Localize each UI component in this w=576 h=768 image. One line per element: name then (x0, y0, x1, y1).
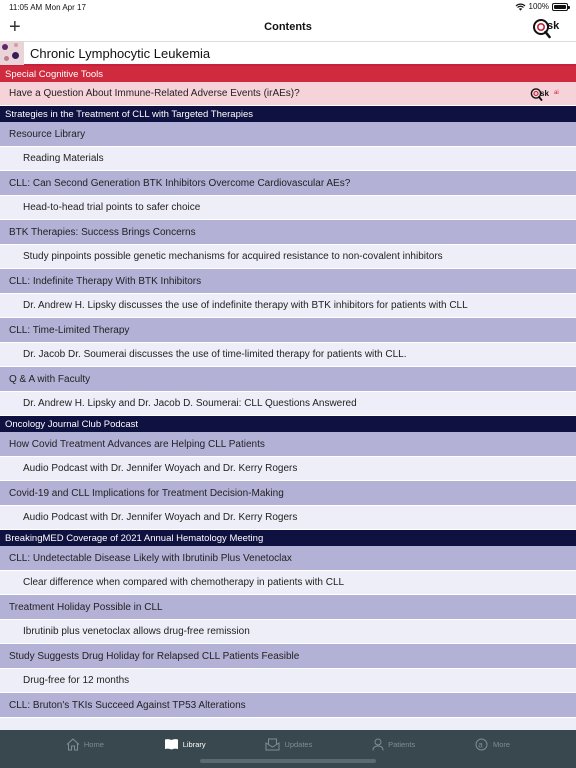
page-title: Contents (264, 21, 312, 33)
tab-home-label: Home (83, 740, 104, 749)
battery-icon (552, 3, 568, 11)
status-right (515, 2, 568, 11)
row-label: Dr. Andrew H. Lipsky and Dr. Jacob D. Soumerai: CLL Questions Answered (23, 398, 357, 409)
more-icon (475, 738, 489, 751)
topic-row[interactable] (0, 318, 576, 343)
tab-home[interactable] (66, 738, 104, 751)
topic-row[interactable] (0, 595, 576, 620)
row-label: Audio Podcast with Dr. Jennifer Woyach and Dr. Kerry Rogers (23, 512, 298, 523)
row-label: Ibrutinib plus venetoclax allows drug-free remission (23, 626, 250, 637)
section-header (0, 106, 576, 122)
subtopic-row[interactable] (0, 343, 576, 367)
row-label: CLL: Bruton's TKIs Succeed Against TP53 Alterations (9, 699, 246, 711)
topic-row[interactable] (0, 481, 576, 506)
patients-icon (372, 738, 384, 751)
updates-icon (265, 738, 280, 751)
subtopic-row[interactable] (0, 718, 576, 730)
row-label: How Covid Treatment Advances are Helping CLL Patients (9, 438, 265, 450)
tab-library-label: Library (182, 739, 206, 749)
status-bar (0, 0, 576, 14)
subtopic-row[interactable] (0, 669, 576, 693)
topic-row[interactable] (0, 367, 576, 392)
add-button[interactable]: + (9, 16, 21, 38)
topic-row[interactable] (0, 644, 576, 669)
ask-ai-icon[interactable] (530, 87, 564, 101)
topic-row[interactable] (0, 171, 576, 196)
ask-logo-button[interactable] (532, 17, 564, 39)
home-indicator (200, 759, 376, 763)
subtopic-row[interactable] (0, 196, 576, 220)
row-label: Clear difference when compared with chemotherapy in patients with CLL (23, 577, 345, 588)
row-label: Have a Question About Immune-Related Adverse Events (irAEs)? (9, 88, 300, 99)
book-cover-thumbnail (0, 41, 24, 65)
row-label: Q & A with Faculty (9, 373, 91, 385)
topic-row[interactable] (0, 546, 576, 571)
ask-ai-suffix: ai (554, 90, 559, 96)
subtopic-row[interactable] (0, 245, 576, 269)
topic-row[interactable] (0, 432, 576, 457)
battery-level (554, 5, 566, 9)
navigation-bar (0, 14, 576, 42)
tab-library[interactable] (164, 738, 206, 750)
row-label: Treatment Holiday Possible in CLL (9, 601, 163, 613)
library-icon (164, 738, 179, 750)
row-label: CLL: Time-Limited Therapy (9, 324, 130, 336)
row-label: Special Cognitive Tools (5, 68, 104, 80)
subtopic-row[interactable] (0, 294, 576, 318)
status-date: Mon Apr 17 (45, 3, 86, 12)
cognitive-tool-row[interactable] (0, 82, 576, 106)
home-icon (66, 738, 80, 751)
book-title: Chronic Lymphocytic Leukemia (30, 45, 211, 61)
tab-more[interactable] (475, 738, 510, 751)
ask-logo-text: sk (547, 20, 560, 32)
status-time: 11:05 AM (9, 3, 43, 12)
row-label: Head-to-head trial points to safer choice (23, 202, 201, 213)
subtopic-row[interactable] (0, 457, 576, 481)
row-label: BreakingMED Coverage of 2021 Annual Hematology Meeting (5, 532, 264, 544)
topic-row[interactable] (0, 693, 576, 718)
svg-text:a: a (478, 740, 483, 750)
row-label: Audio Podcast with Dr. Jennifer Woyach and Dr. Kerry Rogers (23, 463, 298, 474)
subtopic-row[interactable] (0, 620, 576, 644)
row-label: Resource Library (9, 128, 86, 140)
contents-list (0, 66, 576, 730)
tab-more-label: More (493, 740, 511, 749)
row-label: Reading Materials (23, 153, 104, 164)
tab-patients-label: Patients (388, 740, 416, 749)
section-header (0, 530, 576, 546)
book-header[interactable] (0, 42, 576, 66)
topic-row[interactable] (0, 220, 576, 245)
section-header (0, 416, 576, 432)
row-label: Study pinpoints possible genetic mechanisms for acquired resistance to non-covalent inhibitors (23, 251, 443, 262)
section-header (0, 66, 576, 82)
row-label: CLL: Indefinite Therapy With BTK Inhibitors (9, 275, 202, 287)
ask-ai-text: sk (540, 89, 549, 98)
row-label: Strategies in the Treatment of CLL with Targeted Therapies (5, 108, 254, 120)
row-label: Oncology Journal Club Podcast (5, 418, 139, 430)
row-label: Dr. Jacob Dr. Soumerai discusses the use of time-limited therapy for patients with CLL. (23, 349, 407, 360)
row-label: CLL: Can Second Generation BTK Inhibitors Overcome Cardiovascular AEs? (9, 177, 351, 189)
topic-row[interactable] (0, 122, 576, 147)
tab-patients[interactable] (372, 738, 415, 751)
battery-percent: 100% (528, 2, 549, 11)
row-label: Drug-free for 12 months (23, 675, 130, 686)
subtopic-row[interactable] (0, 506, 576, 530)
wifi-icon (515, 3, 526, 11)
tab-updates[interactable] (265, 738, 312, 751)
subtopic-row[interactable] (0, 392, 576, 416)
row-label: CLL: Undetectable Disease Likely with Ibrutinib Plus Venetoclax (9, 552, 292, 564)
row-label: BTK Therapies: Success Brings Concerns (9, 226, 196, 238)
subtopic-row[interactable] (0, 571, 576, 595)
topic-row[interactable] (0, 269, 576, 294)
tab-updates-label: Updates (284, 740, 313, 749)
subtopic-row[interactable] (0, 147, 576, 171)
row-label: Covid-19 and CLL Implications for Treatment Decision-Making (9, 487, 284, 499)
row-label: Dr. Andrew H. Lipsky discusses the use of indefinite therapy with BTK inhibitors for patients with CLL (23, 300, 468, 311)
row-label: Study Suggests Drug Holiday for Relapsed CLL Patients Feasible (9, 650, 300, 662)
